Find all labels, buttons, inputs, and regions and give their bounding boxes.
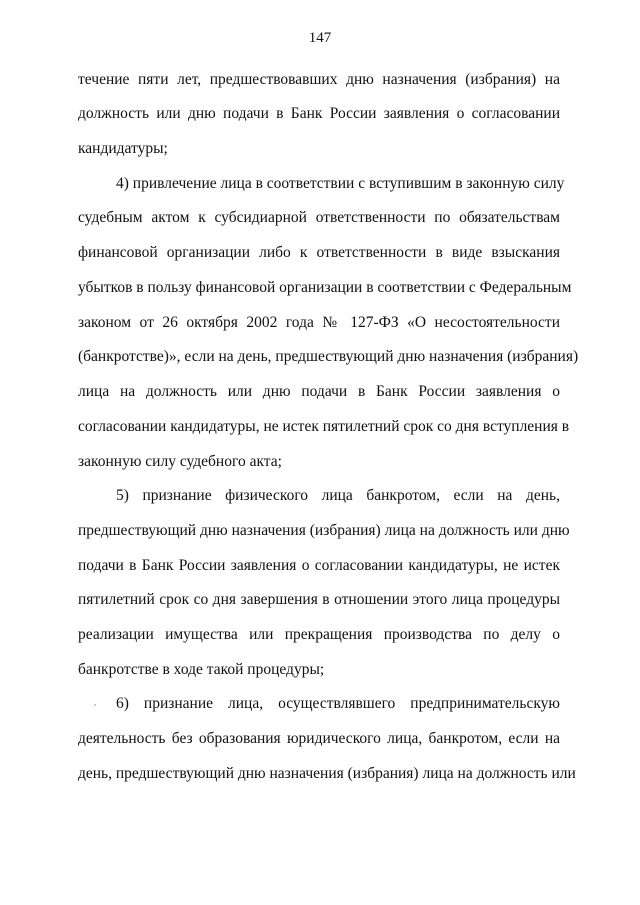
- text-line: подачи в Банк России заявления о согласовании кандидатуры, не истек: [78, 557, 560, 574]
- scan-speck: [94, 704, 96, 706]
- text-line: 6) признание лица, осуществлявшего предпринимательскую: [116, 695, 560, 712]
- text-line: кандидатуры;: [78, 140, 168, 157]
- text-line: течение пяти лет, предшествовавших дню назначения (избрания) на: [78, 71, 560, 88]
- text-line: финансовой организации либо к ответственности в виде взыскания: [78, 244, 560, 261]
- text-line: законную силу судебного акта;: [78, 453, 282, 470]
- text-line: убытков в пользу финансовой организации в соответствии с Федеральным: [78, 279, 572, 296]
- text-line: должность или дню подачи в Банк России заявления о согласовании: [78, 105, 560, 122]
- text-line: законом от 26 октября 2002 года № 127-ФЗ «О несостоятельности: [78, 314, 560, 331]
- text-line: судебным актом к субсидиарной ответственности по обязательствам: [78, 209, 560, 226]
- text-line: (банкротстве)», если на день, предшествующий дню назначения (избрания): [78, 348, 579, 365]
- text-line: день, предшествующий дню назначения (избрания) лица на должность или: [78, 765, 576, 782]
- page-number: 147: [308, 30, 332, 46]
- text-line: пятилетний срок со дня завершения в отношении этого лица процедуры: [78, 591, 560, 608]
- text-line: 4) привлечение лица в соответствии с вступившим в законную силу: [116, 175, 565, 192]
- text-line: лица на должность или дню подачи в Банк России заявления о: [78, 383, 560, 400]
- text-line: предшествующий дню назначения (избрания) лица на должность или дню: [78, 522, 570, 539]
- text-line: банкротстве в ходе такой процедуры;: [78, 661, 325, 678]
- text-line: реализации имущества или прекращения производства по делу о: [78, 626, 560, 643]
- text-line: деятельность без образования юридического лица, банкротом, если на: [78, 730, 560, 747]
- text-line: согласовании кандидатуры, не истек пятилетний срок со дня вступления в: [78, 418, 570, 435]
- text-line: 5) признание физического лица банкротом, если на день,: [116, 487, 560, 504]
